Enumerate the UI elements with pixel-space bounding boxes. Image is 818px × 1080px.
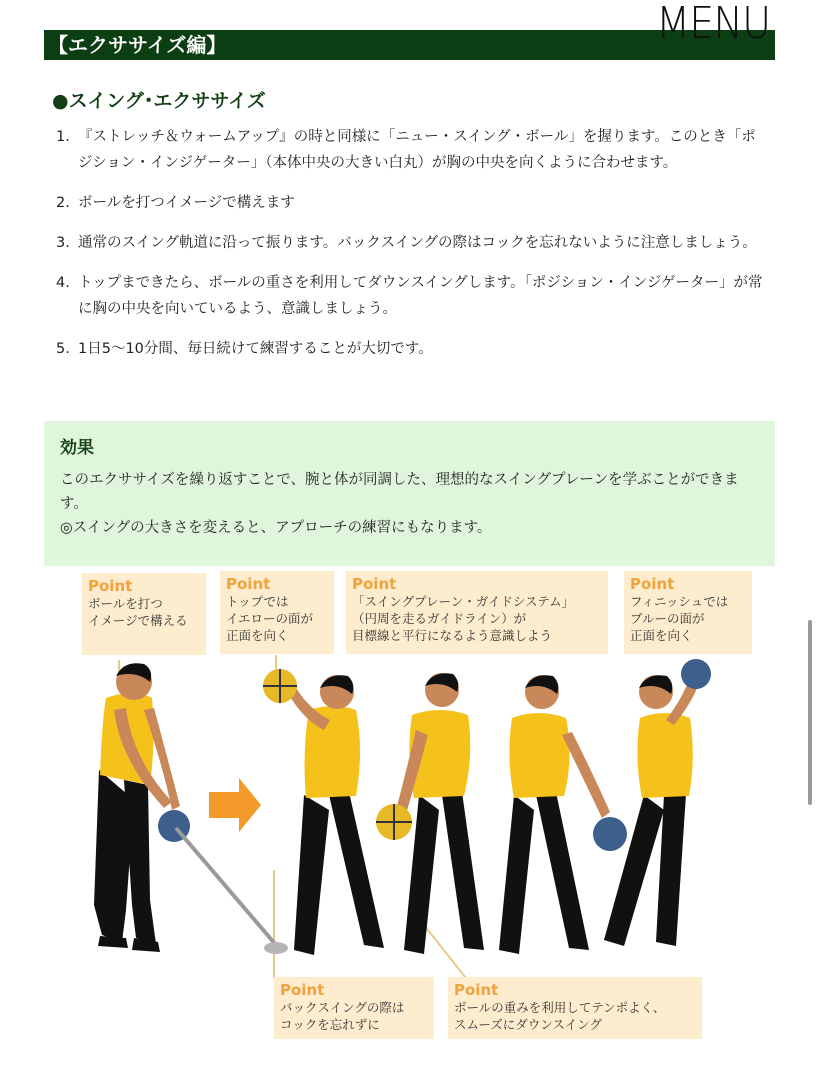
menu-button[interactable]: MENU: [656, 0, 771, 49]
step-number: 2.: [56, 195, 70, 211]
effect-box: [44, 421, 775, 566]
step-number: 4.: [56, 275, 70, 291]
point-callout: [220, 571, 334, 654]
list-item: [56, 124, 766, 176]
subheading: ●スイング･エクササイズ: [52, 90, 266, 112]
point-callout: [274, 977, 434, 1039]
point-text: トップでは イエローの面が 正面を向く: [226, 594, 314, 643]
point-text: フィニッシュでは ブルーの面が 正面を向く: [630, 594, 729, 643]
step-text: トップまできたら、ボールの重さを利用してダウンスイングします。「ポジション・インジゲーター」が常に胸の中央を向いているよう、意識しましょう。: [78, 275, 763, 317]
golfer-impact-figure: [499, 675, 627, 954]
point-label: Point: [630, 575, 675, 593]
step-text: ボールを打つイメージで構えます: [78, 195, 295, 211]
point-callout: [346, 571, 608, 654]
point-callout: [624, 571, 752, 654]
point-label: Point: [280, 981, 325, 999]
effect-text: このエクササイズを繰り返すことで、腕と体が同調した、理想的なスイングプレーンを学ぶことができます。 ◎スイングの大きさを変えると、アプローチの練習にもなります。: [60, 472, 739, 536]
point-text: 「スイングプレーン・ガイドシステム」 （円周を走るガイドライン）が 目標線と平行になるよう意識しよう: [352, 594, 575, 643]
step-text: 1日5〜10分間、毎日続けて練習することが大切です。: [78, 341, 433, 357]
step-number: 1.: [56, 129, 70, 145]
list-item: [56, 190, 766, 216]
step-number: 3.: [56, 235, 70, 251]
section-header: 【エクササイズ編】: [44, 30, 775, 60]
point-label: Point: [88, 577, 133, 595]
golfer-downswing-figure: [376, 673, 484, 954]
point-text: ボールの重みを利用してテンポよく、 スムーズにダウンスイング: [454, 1000, 666, 1032]
right-arrow-icon: [209, 778, 261, 832]
point-text: バックスイングの際は コックを忘れずに: [280, 1000, 405, 1032]
step-text: 『ストレッチ＆ウォームアップ』の時と同様に「ニュー・スイング・ボール」を握ります。このとき「ポジション・インジゲーター」（本体中央の大きい白丸）が胸の中央を向くように合わせます。: [78, 129, 756, 171]
point-label: Point: [454, 981, 499, 999]
step-text: 通常のスイング軌道に沿って振ります。バックスイングの際はコックを忘れないように注意しましょう。: [78, 235, 757, 251]
golfer-address-figure: [94, 663, 288, 954]
step-number: 5.: [56, 341, 70, 357]
list-item: [56, 230, 766, 256]
point-label: Point: [226, 575, 271, 593]
point-callout: [448, 977, 702, 1039]
point-callout: [82, 573, 206, 655]
list-item: [56, 336, 766, 362]
steps-list: [56, 124, 766, 376]
golfer-top-figure: [263, 669, 384, 955]
swing-illustration: [44, 570, 775, 1050]
effect-title: 効果: [60, 438, 94, 458]
list-item: [56, 270, 766, 322]
scrollbar[interactable]: [808, 620, 812, 805]
point-text: ボールを打つ イメージで構える: [88, 596, 188, 628]
point-label: Point: [352, 575, 397, 593]
golfer-finish-figure: [604, 659, 711, 946]
